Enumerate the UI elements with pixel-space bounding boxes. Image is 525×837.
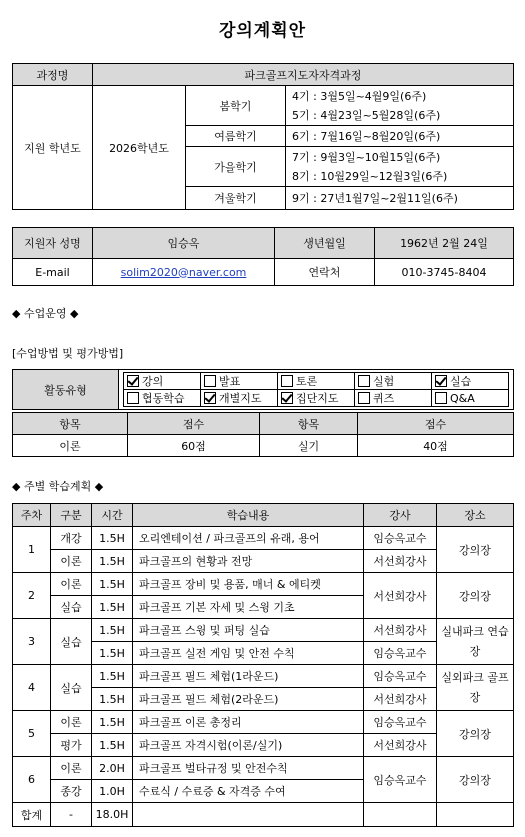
lesson-teacher: 서선희강사 bbox=[364, 619, 437, 642]
checkbox-icon[interactable] bbox=[281, 392, 293, 404]
course-name-value: 파크골프지도자자격과정 bbox=[93, 64, 514, 86]
lesson-time: 1.5H bbox=[92, 619, 133, 642]
lesson-type: 실습 bbox=[51, 665, 92, 711]
activity-grid bbox=[123, 372, 509, 407]
operation-section-title: ◆ 수업운영 ◆ bbox=[12, 307, 79, 320]
lesson-content: 파크골프 필드 체험(2라운드) bbox=[133, 688, 364, 711]
activity-option[interactable] bbox=[432, 373, 508, 389]
lesson-content: 파크골프 스윙 및 퍼팅 실습 bbox=[133, 619, 364, 642]
lesson-type: 평가 bbox=[51, 734, 92, 757]
activity-option-label: Q&A bbox=[450, 391, 475, 405]
score-cell: 이론 bbox=[13, 435, 128, 457]
lesson-type: 이론 bbox=[51, 711, 92, 734]
lesson-time: 1.5H bbox=[92, 688, 133, 711]
lesson-place: 강의장 bbox=[437, 711, 514, 757]
term-line: 5기 : 4월23일~5월28일(6주) bbox=[292, 108, 441, 122]
semester-name: 여름학기 bbox=[186, 126, 286, 147]
lesson-place: 강의장 bbox=[437, 527, 514, 573]
activity-option-label: 퀴즈 bbox=[373, 392, 395, 405]
weekly-header: 구분 bbox=[51, 504, 92, 527]
total-label: 합계 bbox=[13, 803, 51, 827]
table-row bbox=[13, 573, 514, 596]
lesson-content: 파크골프 벌타규정 및 안전수칙 bbox=[133, 757, 364, 780]
term-line: 4기 : 3월5일~4월9일(6주) bbox=[292, 89, 427, 103]
applicant-name-value: 임승옥 bbox=[93, 228, 275, 259]
lesson-teacher: 임승옥교수 bbox=[364, 711, 437, 734]
lesson-time: 1.5H bbox=[92, 596, 133, 619]
week-number: 1 bbox=[13, 527, 51, 573]
weekly-section-title: ◆ 주별 학습계획 ◆ bbox=[12, 480, 104, 493]
activity-option[interactable] bbox=[201, 373, 278, 389]
activity-table bbox=[12, 369, 514, 410]
activity-option-label: 집단지도 bbox=[296, 392, 339, 405]
lesson-type: 이론 bbox=[51, 757, 92, 780]
birth-value: 1962년 2월 24일 bbox=[375, 228, 514, 259]
lesson-place: 강의장 bbox=[437, 757, 514, 803]
lesson-type: 실습 bbox=[51, 596, 92, 619]
lesson-place: 강의장 bbox=[437, 573, 514, 619]
checkbox-icon[interactable] bbox=[127, 392, 139, 404]
lesson-time: 1.5H bbox=[92, 550, 133, 573]
activity-options bbox=[119, 370, 514, 410]
phone-value: 010-3745-8404 bbox=[375, 259, 514, 286]
activity-option-label: 강의 bbox=[142, 375, 164, 388]
lesson-content: 파크골프 기본 자세 및 스윙 기초 bbox=[133, 596, 364, 619]
checkbox-icon[interactable] bbox=[204, 392, 216, 404]
activity-option[interactable] bbox=[355, 390, 432, 406]
checkbox-icon[interactable] bbox=[204, 375, 216, 387]
lesson-teacher: 서선희강사 bbox=[364, 734, 437, 757]
lesson-teacher: 임승옥교수 bbox=[364, 757, 437, 803]
score-cell: 40점 bbox=[358, 435, 514, 457]
table-row bbox=[13, 665, 514, 688]
activity-row bbox=[124, 390, 508, 406]
checkbox-icon[interactable] bbox=[281, 375, 293, 387]
lesson-place-text: 실외파크 골프장 bbox=[441, 670, 509, 704]
course-table bbox=[12, 63, 514, 210]
table-row bbox=[13, 711, 514, 734]
lesson-place bbox=[437, 665, 514, 711]
lesson-content: 파크골프의 현황과 전망 bbox=[133, 550, 364, 573]
activity-option[interactable] bbox=[432, 390, 508, 406]
weekly-header: 강사 bbox=[364, 504, 437, 527]
email-cell bbox=[93, 259, 275, 286]
lesson-place bbox=[437, 619, 514, 665]
lesson-teacher: 서선희강사 bbox=[364, 573, 437, 619]
term-line: 9기 : 27년1월7일~2월11일(6주) bbox=[286, 187, 514, 210]
score-header: 항목 bbox=[260, 413, 358, 435]
table-row bbox=[13, 527, 514, 550]
activity-option-label: 협동학습 bbox=[142, 392, 185, 405]
week-number: 6 bbox=[13, 757, 51, 803]
semester-terms bbox=[286, 147, 514, 187]
lesson-content: 수료식 / 수료증 & 자격증 수여 bbox=[133, 780, 364, 803]
term-line: 7기 : 9월3일~10월15일(6주) bbox=[292, 150, 441, 164]
table-row bbox=[13, 619, 514, 642]
checkbox-icon[interactable] bbox=[435, 392, 447, 404]
semester-name: 가을학기 bbox=[186, 147, 286, 187]
lesson-teacher: 임승옥교수 bbox=[364, 527, 437, 550]
activity-option[interactable] bbox=[124, 390, 201, 406]
lesson-time: 2.0H bbox=[92, 757, 133, 780]
week-number: 3 bbox=[13, 619, 51, 665]
score-cell: 60점 bbox=[128, 435, 260, 457]
checkbox-icon[interactable] bbox=[358, 392, 370, 404]
checkbox-icon[interactable] bbox=[435, 375, 447, 387]
lesson-content: 파크골프 필드 체험(1라운드) bbox=[133, 665, 364, 688]
lesson-teacher: 서선희강사 bbox=[364, 550, 437, 573]
total-empty bbox=[133, 803, 364, 827]
total-time: 18.0H bbox=[92, 803, 133, 827]
activity-option-label: 실습 bbox=[450, 375, 472, 388]
lesson-type: 종강 bbox=[51, 780, 92, 803]
total-row bbox=[13, 803, 514, 827]
lesson-content: 파크골프 실전 게임 및 안전 수칙 bbox=[133, 642, 364, 665]
total-type: - bbox=[51, 803, 92, 827]
lesson-time: 1.5H bbox=[92, 711, 133, 734]
lesson-time: 1.5H bbox=[92, 527, 133, 550]
method-subtitle: [수업방법 및 평가방법] bbox=[12, 347, 124, 360]
lesson-time: 1.5H bbox=[92, 642, 133, 665]
weekly-header: 주차 bbox=[13, 504, 51, 527]
activity-option[interactable] bbox=[124, 373, 201, 389]
activity-option-label: 실험 bbox=[373, 375, 395, 388]
week-number: 2 bbox=[13, 573, 51, 619]
activity-label: 활동유형 bbox=[13, 370, 119, 410]
semester-terms bbox=[286, 86, 514, 126]
year-label: 지원 학년도 bbox=[13, 86, 93, 210]
weekly-header: 학습내용 bbox=[133, 504, 364, 527]
weekly-header: 시간 bbox=[92, 504, 133, 527]
page-title: 강의계획안 bbox=[218, 21, 307, 41]
lesson-content: 파크골프 이론 총정리 bbox=[133, 711, 364, 734]
activity-option[interactable] bbox=[278, 390, 355, 406]
lesson-time: 1.0H bbox=[92, 780, 133, 803]
lesson-content: 파크골프 장비 및 용품, 매너 & 에티켓 bbox=[133, 573, 364, 596]
lesson-time: 1.5H bbox=[92, 665, 133, 688]
score-header: 점수 bbox=[128, 413, 260, 435]
lesson-teacher: 임승옥교수 bbox=[364, 642, 437, 665]
score-table bbox=[12, 412, 514, 457]
email-label: E-mail bbox=[13, 259, 93, 286]
total-empty bbox=[437, 803, 514, 827]
lesson-content: 오리엔테이션 / 파크골프의 유래, 용어 bbox=[133, 527, 364, 550]
score-header: 항목 bbox=[13, 413, 128, 435]
lesson-type: 이론 bbox=[51, 550, 92, 573]
activity-option[interactable] bbox=[278, 373, 355, 389]
lesson-type: 실습 bbox=[51, 619, 92, 665]
weekly-plan-table bbox=[12, 503, 514, 827]
birth-label: 생년월일 bbox=[275, 228, 375, 259]
semester-name: 봄학기 bbox=[186, 86, 286, 126]
activity-row bbox=[124, 373, 508, 390]
email-link[interactable]: solim2020@naver.com bbox=[120, 265, 247, 279]
lesson-content: 파크골프 자격시험(이론/실기) bbox=[133, 734, 364, 757]
activity-option[interactable] bbox=[355, 373, 432, 389]
score-cell: 실기 bbox=[260, 435, 358, 457]
week-number: 5 bbox=[13, 711, 51, 757]
score-header: 점수 bbox=[358, 413, 514, 435]
checkbox-icon[interactable] bbox=[127, 375, 139, 387]
activity-option[interactable] bbox=[201, 390, 278, 406]
weekly-header: 장소 bbox=[437, 504, 514, 527]
applicant-name-label: 지원자 성명 bbox=[13, 228, 93, 259]
activity-option-label: 토론 bbox=[296, 375, 318, 388]
total-empty bbox=[364, 803, 437, 827]
lesson-teacher: 임승옥교수 bbox=[364, 665, 437, 688]
term-line: 8기 : 10월29일~12월3일(6주) bbox=[292, 169, 448, 183]
lesson-teacher: 서선희강사 bbox=[364, 688, 437, 711]
activity-option-label: 발표 bbox=[219, 375, 241, 388]
lesson-time: 1.5H bbox=[92, 573, 133, 596]
term-line: 6기 : 7월16일~8월20일(6주) bbox=[286, 126, 514, 147]
semester-name: 겨울학기 bbox=[186, 187, 286, 210]
lesson-type: 개강 bbox=[51, 527, 92, 550]
lesson-place-text: 실내파크 연습장 bbox=[441, 624, 509, 658]
applicant-table bbox=[12, 227, 514, 286]
week-number: 4 bbox=[13, 665, 51, 711]
activity-option-label: 개별지도 bbox=[219, 392, 262, 405]
lesson-type: 이론 bbox=[51, 573, 92, 596]
lesson-time: 1.5H bbox=[92, 734, 133, 757]
course-name-label: 과정명 bbox=[13, 64, 93, 86]
checkbox-icon[interactable] bbox=[358, 375, 370, 387]
table-row bbox=[13, 757, 514, 780]
phone-label: 연락처 bbox=[275, 259, 375, 286]
year-value: 2026학년도 bbox=[93, 86, 186, 210]
